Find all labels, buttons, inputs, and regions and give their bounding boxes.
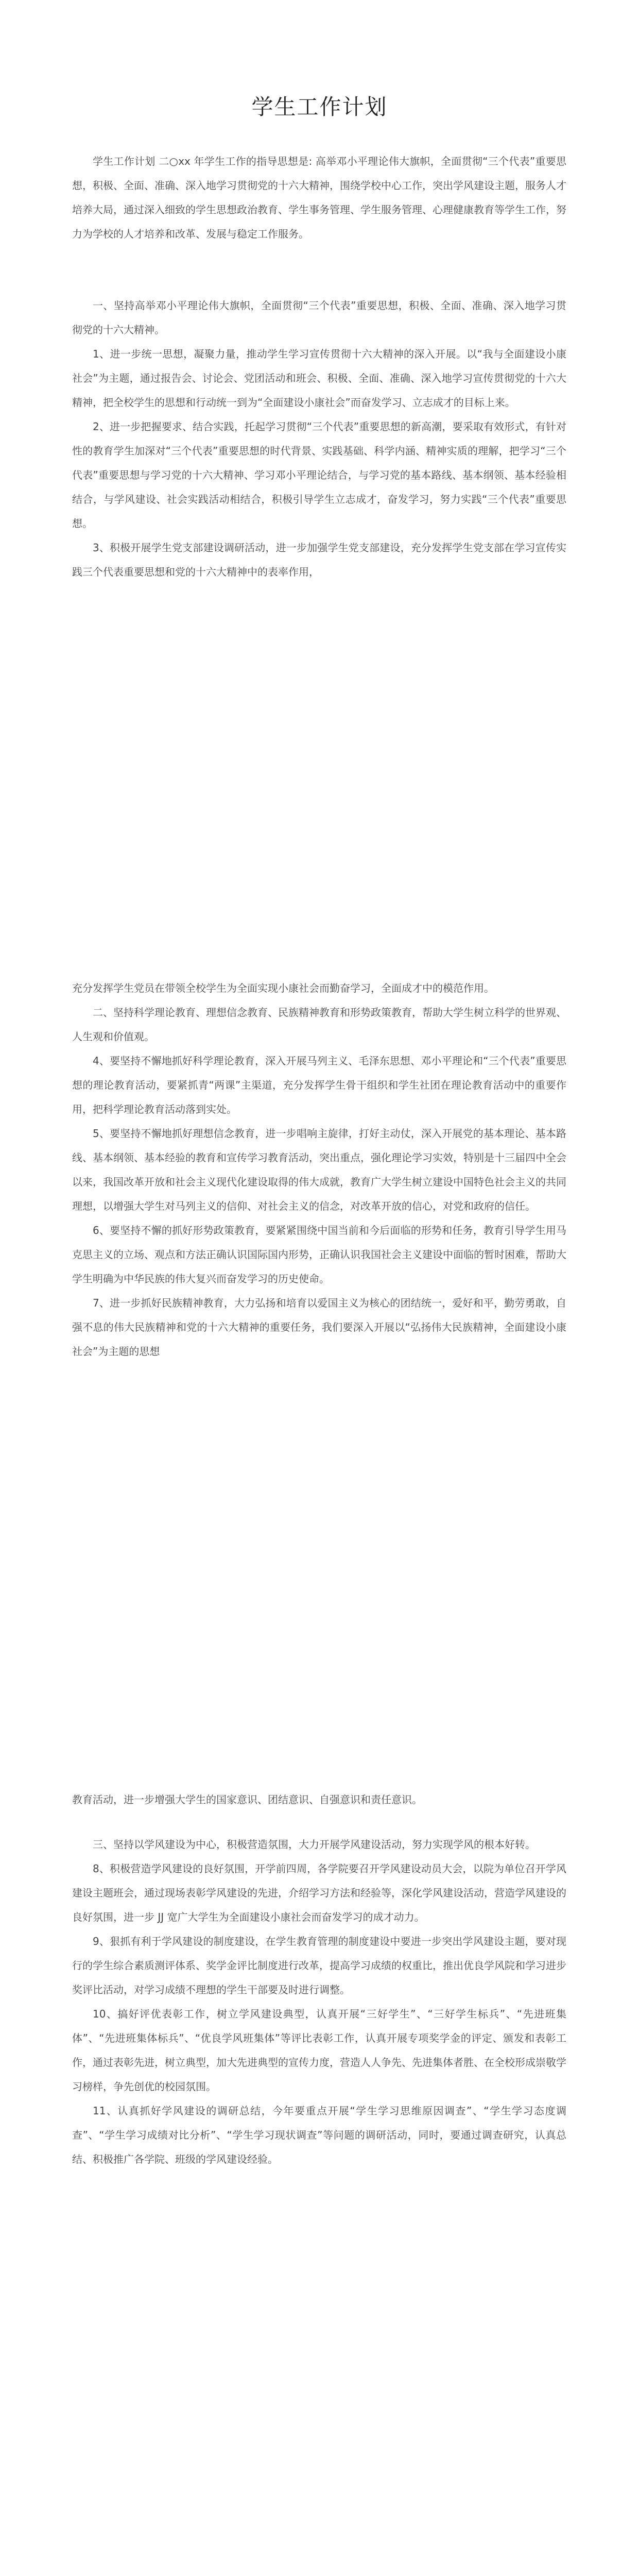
section-3 <box>72 1788 566 2172</box>
section-2-heading: 二、坚持科学理论教育、理想信念教育、民族精神教育和形势政策教育，帮助大学生树立科学的世界观、人生观和价值观。 <box>72 1006 566 1043</box>
paragraph-10: 10、搞好评优表彰工作，树立学风建设典型，认真开展“三好学生”、“三好学生标兵”、“先进班集体”、“先进班集体标兵”、“优良学风班集体”等评比表彰工作，认真开展专项奖学金的评定、颁发和表彰工作，通过表彰先进，树立典型，加大先进典型的宣传力度，营造人人争先、先进集体者胜、在全校形成崇敬学习榜样，争先创优的校园氛围。 <box>72 2008 566 2093</box>
section-1-heading: 一、坚持高举邓小平理论伟大旗帜，全面贯彻“三个代表”重要思想，积极、全面、准确、深入地学习贯彻党的十六大精神。 <box>72 299 566 336</box>
paragraph-8: 8、积极营造学风建设的良好氛围，开学前四周，各学院要召开学风建设动员大会，以院为单位召开学风建设主题班会，通过现场表彰学风建设的先进，介绍学习方法和经验等，深化学风建设活动，营造学风建设的良好氛围，进一步 JJ 宽广大学生为全面建设小康社会而奋发学习的成才动力。 <box>72 1862 566 1923</box>
section-3-lead: 教育活动，进一步增强大学生的国家意识、团结意识、自强意识和责任意识。 <box>72 1793 422 1806</box>
paragraph-7: 7、进一步抓好民族精神教育，大力弘扬和培育以爱国主义为核心的团结统一，爱好和平，勤劳勇敢，自强不息的伟大民族精神和党的十六大精神的重要任务，我们要深入开展以“弘扬伟大民族精神，全面建设小康社会”为主题的思想 <box>72 1297 566 1358</box>
document-title: 学生工作计划 <box>251 94 388 120</box>
paragraph-9: 9、狠抓有利于学风建设的制度建设，在学生教育管理的制度建设中要进一步突出学风建设主题，要对现行的学生综合素质测评体系、奖学金评比制度进行改革，提高学习成绩的权重比，推出优良学风院和学习进步奖评比活动，对学习成绩不理想的学生干部要及时进行调整。 <box>72 1935 566 1996</box>
paragraph-11: 11、认真抓好学风建设的调研总结，今年要重点开展“学生学习思维原因调查”、“学生学习态度调查”、“学生学习成绩对比分析”、“学生学习现状调查”等问题的调研活动，同时，要通过调查研究，认真总结、积极推广各学院、班级的学风建设经验。 <box>72 2105 566 2165</box>
intro-section <box>72 149 566 246</box>
paragraph-1: 1、进一步统一思想，凝聚力量，推动学生学习宣传贯彻十六大精神的深入开展。以“我与全面建设小康社会”为主题，通过报告会、讨论会、党团活动和班会、积极、全面、准确、深入地学习宣传贯彻党的十六大精神，把全校学生的思想和行动统一到为“全面建设小康社会”而奋发学习、立志成才的目标上来。 <box>72 348 566 409</box>
paragraph-6: 6、要坚持不懈的抓好形势政策教育，要紧紧围绕中国当前和今后面临的形势和任务，教育引导学生用马克思主义的立场、观点和方法正确认识国际国内形势，正确认识我国社会主义建设中面临的暂时困难，帮助大学生明确为中华民族的伟大复兴而奋发学习的历史使命。 <box>72 1224 566 1285</box>
paragraph-5: 5、要坚持不懈地抓好理想信念教育，进一步唱响主旋律，打好主动仗，深入开展党的基本理论、基本路线、基本纲领、基本经验的教育和宣传学习教育活动，突出重点，强化理论学习实效，特别是十三届四中全会以来，我国改革开放和社会主义现代化建设取得的伟大成就，教育广大学生树立建设中国特色社会主义的共同理想，以增强大学生对马列主义的信仰、对社会主义的信念，对改革开放的信心，对党和政府的信任。 <box>72 1127 566 1212</box>
section-3-heading: 三、坚持以学风建设为中心，积极营造氛围，大力开展学风建设活动，努力实现学风的根本好转。 <box>93 1838 536 1851</box>
section-2-lead: 充分发挥学生党员在带领全校学生为全面实现小康社会而勤奋学习，全面成才中的模范作用。 <box>72 982 494 994</box>
paragraph-3: 3、积极开展学生党支部建设调研活动，进一步加强学生党支部建设，充分发挥学生党支部在学习宣传实践三个代表重要思想和党的十六大精神中的表率作用， <box>72 541 566 578</box>
section-2 <box>72 976 566 1364</box>
paragraph-2: 2、进一步把握要求、结合实践，托起学习贯彻“三个代表”重要思想的新高潮，要采取有效形式，有针对性的教育学生加深对“三个代表”重要思想的时代背景、实践基础、科学内涵、精神实质的理解，把学习“三个代表”重要思想与学习党的十六大精神、学习邓小平理论结合，与学习党的基本路线、基本纲领、基本经验相结合，与学风建设、社会实践活动相结合，积极引导学生立志成才，奋发学习，努力实践“三个代表”重要思想。 <box>72 420 566 530</box>
intro-paragraph: 学生工作计划 二○xx 年学生工作的指导思想是: 高举邓小平理论伟大旗帜，全面贯彻“三个代表”重要思想，积极、全面、准确、深入地学习贯彻党的十六大精神，围绕学校中心工作，突出学风建设主题，服务人才培养大局，通过深入细致的学生思想政治教育、学生事务管理、学生服务管理、心理健康教育等学生工作，努力为学校的人才培养和改革、发展与稳定工作服务。 <box>72 155 566 240</box>
section-1 <box>72 294 566 584</box>
paragraph-4: 4、要坚持不懈地抓好科学理论教育，深入开展马列主义、毛泽东思想、邓小平理论和“三个代表”重要思想的理论教育活动，要紧抓青“两课”主渠道，充分发挥学生骨干组织和学生社团在理论教育活动中的重要作用，把科学理论教育活动落到实处。 <box>72 1055 566 1115</box>
